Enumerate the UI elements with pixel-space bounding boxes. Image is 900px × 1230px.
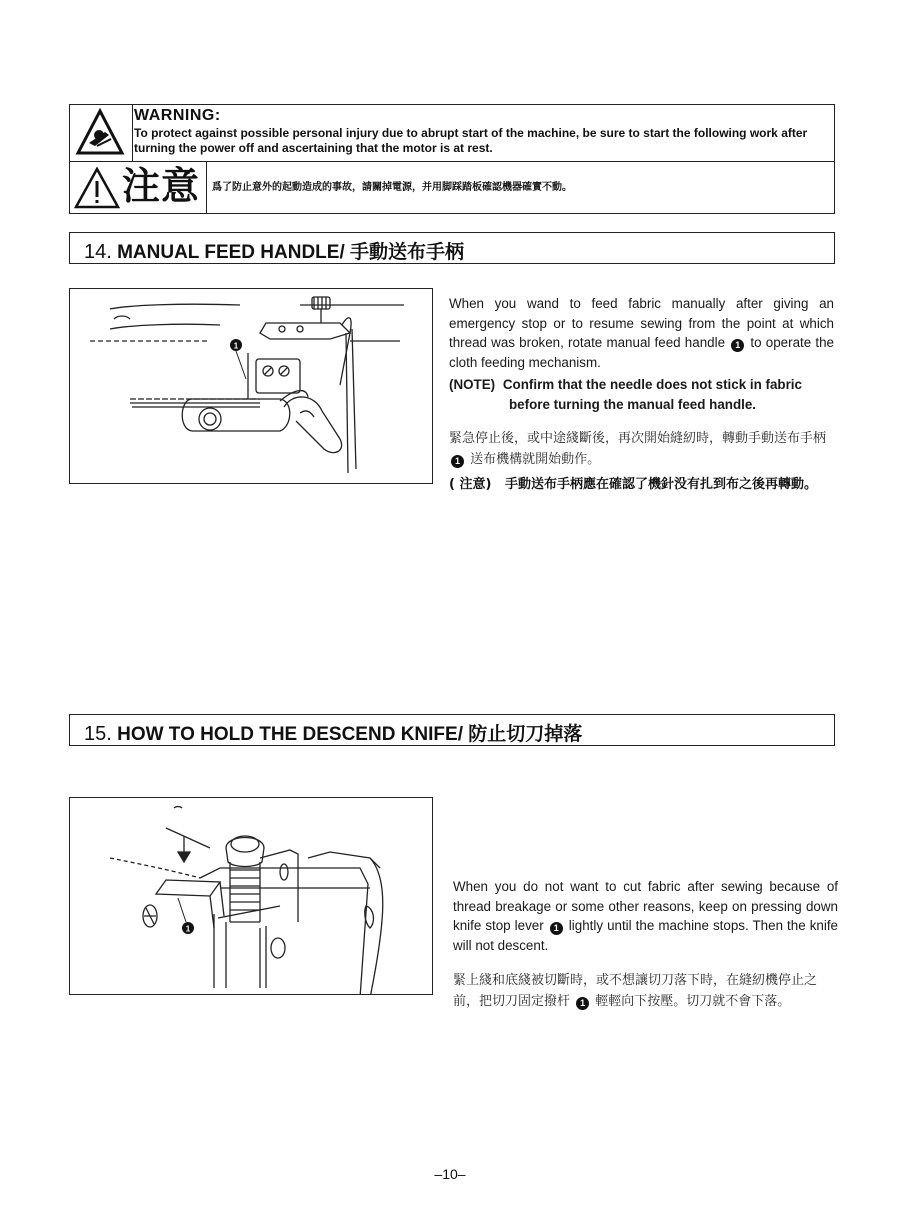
- section-14-cjk-a: 緊急停止後，或中途綫斷後，再次開始縫紉時，轉動手動送布手柄: [449, 431, 827, 446]
- manual-feed-handle-figure: [69, 288, 433, 484]
- section-14-note-cjk-text: 手動送布手柄應在確認了機針没有扎到布之後再轉動。: [505, 477, 818, 492]
- section-15-cjk-b: 輕輕向下按壓。切刀就不會下落。: [595, 994, 791, 1009]
- caution-text: 爲了防止意外的起動造成的事故，請關掉電源，并用脚踩踏板確認機器確實不動。: [212, 182, 572, 193]
- section-14-note-cjk-label: ( 注意): [449, 477, 492, 492]
- section-14-text-a: When you wand to feed fabric manually after giving an emergency stop or to resume sewing from the point at which thread was broken, rotate manual feed handle: [449, 296, 834, 351]
- section-15-title-cjk: 防止切刀掉落: [468, 723, 583, 745]
- section-15-heading: [69, 714, 835, 746]
- section-14-heading: [69, 232, 835, 264]
- marker-1-inline: 1: [550, 922, 563, 935]
- svg-text:1: 1: [233, 341, 239, 351]
- section-14-text-b: to operate the cloth feeding mechanism.: [449, 335, 834, 370]
- descend-knife-illustration: [70, 798, 433, 995]
- section-14-number: 14.: [84, 241, 112, 263]
- section-14-title-cjk: 手動送布手柄: [350, 241, 465, 263]
- note-line-2: before turning the manual feed handle.: [509, 397, 757, 412]
- warning-title: WARNING:: [134, 107, 221, 124]
- marker-1-inline-cjk: 1: [451, 455, 464, 468]
- section-14-title: MANUAL FEED HANDLE/: [117, 242, 345, 263]
- warning-divider-vertical: [132, 105, 133, 161]
- section-14-note-en: [449, 375, 839, 395]
- warning-divider-horizontal: [70, 161, 834, 162]
- section-15-cjk-a: 緊上綫和底綫被切斷時，或不想讓切刀落下時，在縫紉機停止之前，把切刀固定撥杆: [453, 973, 818, 1009]
- warning-box: [69, 104, 835, 214]
- section-15-paragraph-en: [453, 877, 838, 955]
- marker-1-inline-cjk: 1: [576, 997, 589, 1010]
- warning-text: To protect against possible personal injury due to abrupt start of the machine, be sure to start the following work after turning the power off and ascertaining that the motor is at rest.: [134, 126, 808, 155]
- section-14-note-en-2: [509, 395, 839, 415]
- section-15-text-b: lightly until the machine stops. Then the knife will not descent.: [453, 918, 838, 953]
- warning-triangle-icon: [75, 108, 125, 156]
- section-15-text-a: When you do not want to cut fabric after sewing because of thread breakage or some other reasons, keep on pressing down knife stop lever: [453, 879, 838, 934]
- note-label: (NOTE): [449, 377, 496, 392]
- note-line-1: Confirm that the needle does not stick in fabric: [502, 377, 802, 392]
- section-14-paragraph-en: [449, 294, 834, 372]
- caution-divider: [206, 161, 207, 213]
- section-14-cjk-b: 送布機構就開始動作。: [470, 452, 601, 467]
- section-14-paragraph-cjk: [449, 428, 835, 470]
- svg-text:1: 1: [185, 924, 191, 934]
- section-15-paragraph-cjk: [453, 970, 838, 1012]
- descend-knife-figure: [69, 797, 433, 995]
- caution-triangle-icon: [74, 167, 120, 209]
- manual-feed-handle-illustration: [70, 289, 433, 484]
- page-number: –10–: [434, 1166, 466, 1182]
- section-15-number: 15.: [84, 723, 112, 745]
- caution-title: 注意: [122, 164, 201, 208]
- section-15-title: HOW TO HOLD THE DESCEND KNIFE/: [117, 724, 463, 745]
- caution-mark: [74, 165, 208, 211]
- marker-1-inline: 1: [731, 339, 744, 352]
